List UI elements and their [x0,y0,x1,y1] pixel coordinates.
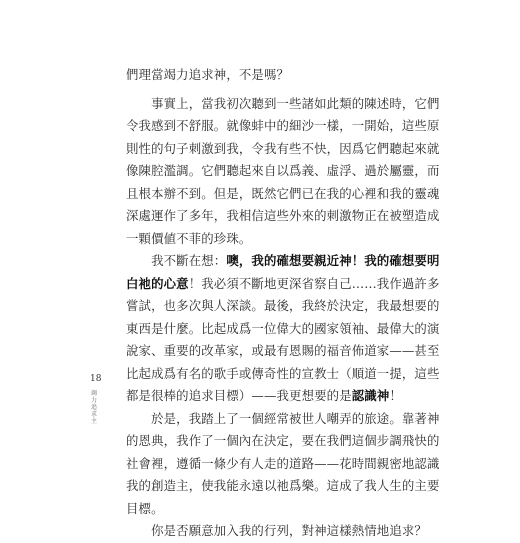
text-line [126,318,440,341]
text-line [126,228,416,251]
text-run: 東西是什麼。比起成爲一位偉大的國家領袖、最偉大的演 [126,320,440,336]
body-text [126,64,440,543]
text-line [126,273,440,296]
emphasis-text: 認識神 [351,388,390,403]
text-line [126,520,427,543]
text-run: 你是否願意加入我的行列，對神這樣熱情地追求？ [126,523,427,538]
text-line [126,475,440,498]
running-title: 竭力追求主 [90,390,97,425]
paragraph [126,408,440,521]
text-run: 都是很棒的追求目標）——我更想要的是 [126,388,352,403]
text-line [126,138,440,161]
text-run: 且根本辦不到。但是，既然它們已在我的心裡和我的靈魂 [126,185,440,201]
text-run: 的恩典，我作了一個內在決定，要在我們這個步調飛快的 [126,433,440,448]
text-run: 深處運作了多年，我相信這些外來的刺激物正在被塑造成 [126,208,440,223]
text-line [126,363,440,386]
text-run: ！ [389,388,402,403]
text-line [126,183,440,206]
text-run: 像陳腔濫調。它們聽起來自以爲義、虛浮、過於屬靈，而 [126,163,440,178]
text-line [126,340,440,363]
emphasis-text: 白祂的心意 [126,275,189,291]
emphasis-text: 噢，我的確想要親近神！我的確想要明 [226,253,440,268]
text-line [126,93,440,116]
text-run: 則性的句子刺激到我，令我有些不快，因爲它們聽起來就 [126,140,440,156]
text-run: 社會裡，遵循一條少有人走的道路——花時間親密地認識 [126,455,440,471]
text-line [126,453,440,476]
text-line [126,115,440,138]
paragraph [126,250,440,408]
paragraph [126,93,440,251]
text-run: 我的創造主，使我能永遠以祂爲樂。這成了我人生的主要 [126,478,440,493]
text-run: 比起成爲有名的歌手或傳奇性的宣教士（順道一提，這些 [126,365,440,381]
text-run: 我不斷在想： [126,253,227,268]
text-line [126,64,416,87]
text-run: 們理當竭力追求神，不是嗎？ [126,67,290,82]
text-run: 目標。 [126,500,164,516]
text-line [126,498,416,521]
text-line [126,408,440,431]
text-line [126,250,440,273]
text-line [126,205,440,228]
text-run: 說家、重要的改革家，或最有恩賜的福音佈道家——甚至 [126,343,440,358]
page-number: 18 [90,374,102,384]
paragraph [126,520,427,543]
text-line [126,430,440,453]
text-line [126,295,440,318]
text-run: 嘗試，也多次與人深談。最後，我終於決定，我最想要的 [126,298,440,313]
text-line [126,160,440,183]
text-line [126,385,416,408]
text-run: 令我感到不舒服。就像蚌中的細沙一樣，一開始，這些原 [126,118,440,133]
paragraph [126,64,416,87]
text-run: 於是，我踏上了一個經常被世人嘲弄的旅途。靠著神 [126,410,440,426]
text-run: 一顆價値不菲的珍珠。 [126,230,252,246]
text-run: ！我必須不斷地更深省察自己……我作過許多 [188,275,440,291]
text-run: 事實上，當我初次聽到一些諸如此類的陳述時，它們 [126,95,440,111]
